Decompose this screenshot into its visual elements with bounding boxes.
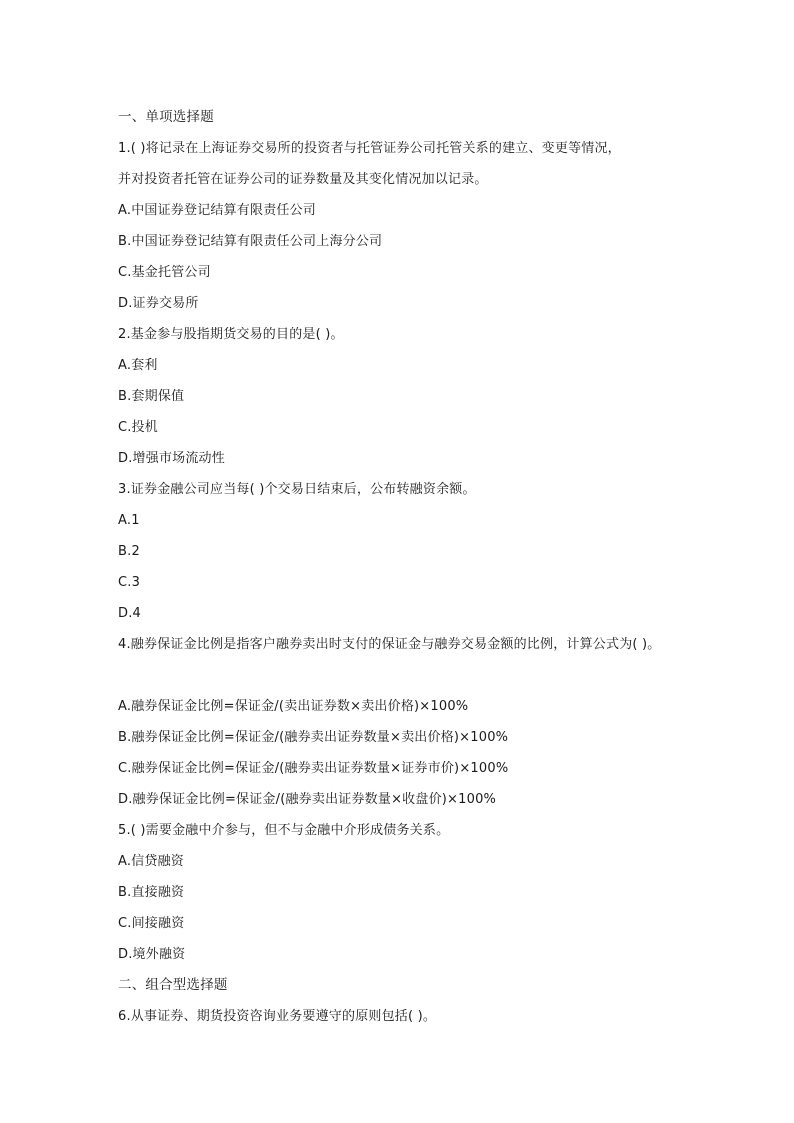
question-5-option-c: C.间接融资 (118, 916, 185, 931)
question-1-option-b: B.中国证券登记结算有限责任公司上海分公司 (118, 234, 383, 249)
question-1-option-d: D.证券交易所 (118, 296, 199, 311)
section-heading-combination-choice: 二、组合型选择题 (118, 977, 228, 993)
question-5-option-d: D.境外融资 (118, 947, 186, 962)
question-4-option-a: A.融券保证金比例=保证金/(卖出证券数×卖出价格)×100% (118, 699, 469, 714)
question-4-option-c: C.融券保证金比例=保证金/(融券卖出证券数量×证券市价)×100% (118, 761, 509, 776)
question-3-text: 3.证券金融公司应当每( )个交易日结束后，公布转融资余额。 (118, 482, 476, 497)
question-1-text-line-1: 1.( )将记录在上海证券交易所的投资者与托管证券公司托管关系的建立、变更等情况， (118, 141, 621, 156)
question-3-option-c: C.3 (118, 575, 141, 590)
question-2-option-d: D.增强市场流动性 (118, 451, 225, 466)
question-3-option-d: D.4 (118, 606, 142, 621)
section-heading-single-choice: 一、单项选择题 (118, 109, 214, 125)
question-3-option-b: B.2 (118, 544, 140, 559)
question-1-option-c: C.基金托管公司 (118, 265, 211, 280)
question-2-text: 2.基金参与股指期货交易的目的是( )。 (118, 327, 344, 342)
blank-line (118, 660, 738, 691)
question-2-option-a: A.套利 (118, 358, 158, 373)
question-2-option-c: C.投机 (118, 420, 159, 435)
question-3-option-a: A.1 (118, 513, 140, 528)
question-4-option-b: B.融券保证金比例=保证金/(融券卖出证券数量×卖出价格)×100% (118, 730, 509, 745)
question-5-text: 5.( )需要金融中介参与，但不与金融中介形成债务关系。 (118, 823, 450, 838)
question-6-text: 6.从事证券、期货投资咨询业务要遵守的原则包括( )。 (118, 1009, 437, 1024)
question-5-option-a: A.信贷融资 (118, 854, 184, 869)
question-1-option-a: A.中国证券登记结算有限责任公司 (118, 203, 316, 218)
document-body (118, 102, 738, 1032)
question-4-text: 4.融券保证金比例是指客户融券卖出时支付的保证金与融券交易金额的比例，计算公式为( )。 (118, 637, 661, 652)
question-2-option-b: B.套期保值 (118, 389, 185, 404)
question-4-option-d: D.融券保证金比例=保证金/(融券卖出证券数量×收盘价)×100% (118, 792, 497, 807)
question-1-text-line-2: 并对投资者托管在证券公司的证券数量及其变化情况加以记录。 (118, 172, 488, 187)
question-5-option-b: B.直接融资 (118, 885, 185, 900)
